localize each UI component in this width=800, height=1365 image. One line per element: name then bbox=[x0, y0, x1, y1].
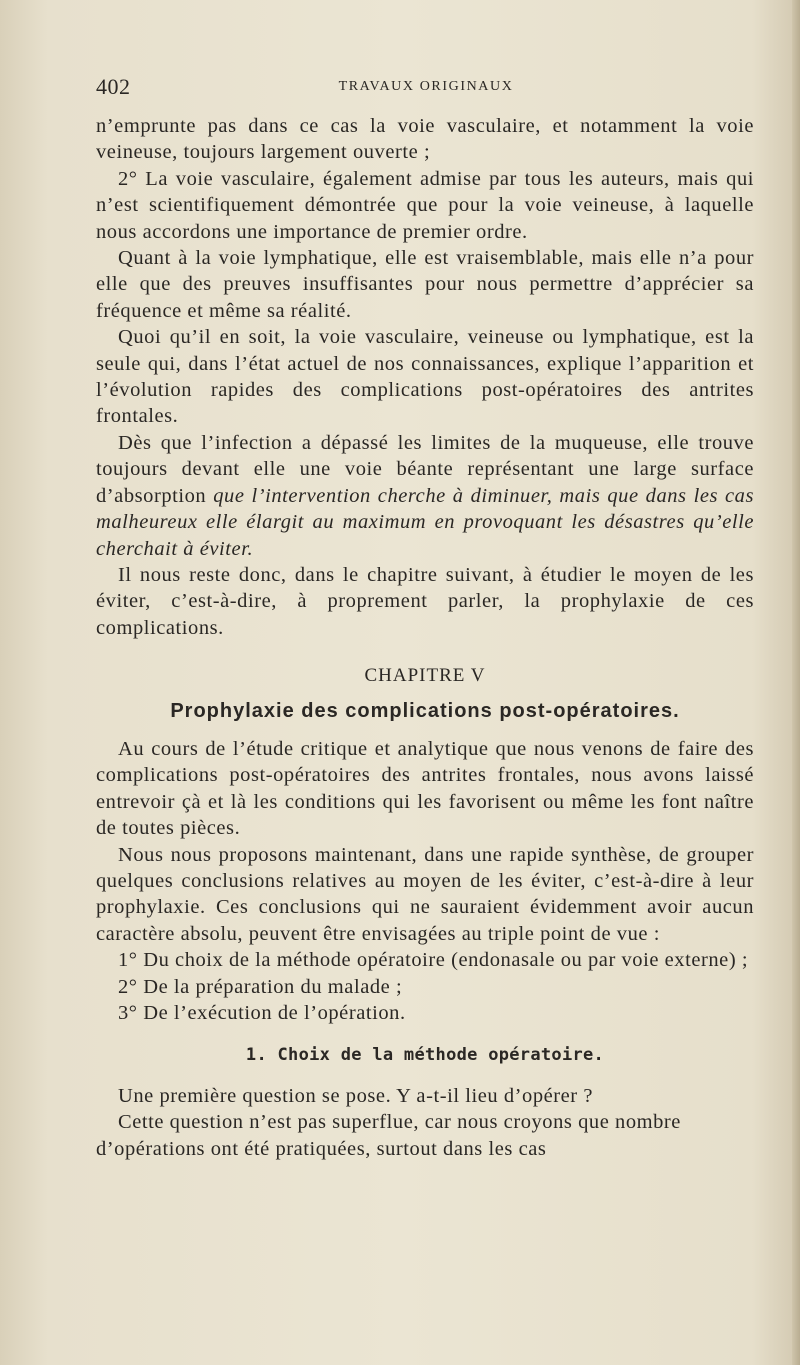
running-title: TRAVAUX ORIGINAUX bbox=[338, 79, 514, 94]
main-text bbox=[96, 113, 754, 1162]
paragraph-text: Dès que l’infection a dépassé les limites de la muqueuse, elle trouve toujours devant elle une voie béante représentant une large surface d’absorption bbox=[96, 431, 754, 507]
paragraph: Il nous reste donc, dans le chapitre suivant, à étudier le moyen de les éviter, c’est-à-dire, à proprement parler, la prophylaxie de ces complications. bbox=[96, 563, 754, 639]
page-number: 402 bbox=[96, 74, 131, 99]
chapter-label: CHAPITRE V bbox=[364, 665, 486, 687]
paragraph: Cette question n’est pas superflue, car nous croyons que nombre d’opérations ont été pratiquées, surtout dans les cas bbox=[96, 1111, 681, 1160]
paragraph: Une première question se pose. Y a-t-il lieu d’opérer ? bbox=[118, 1084, 594, 1107]
paragraph: n’emprunte pas dans ce cas la voie vasculaire, et notamment la voie veineuse, toujours largement ouverte ; bbox=[96, 115, 754, 164]
italic-text: que l’intervention cherche à diminuer, mais que dans les cas malheureux elle élargit au maximum en provoquant les désastres qu’elle cherchait à éviter. bbox=[96, 484, 754, 560]
paragraph bbox=[96, 430, 754, 562]
list-item: 3° De l’exécution de l’opération. bbox=[118, 1002, 406, 1024]
paragraph: Quant à la voie lymphatique, elle est vraisemblable, mais elle n’a pour elle que des preuves insuffisantes pour nous permettre d’apprécier sa fréquence et même sa réalité. bbox=[96, 247, 754, 322]
running-head bbox=[96, 74, 756, 100]
paragraph: Au cours de l’étude critique et analytique que nous venons de faire des complications post-opératoires des antrites frontales, nous avons laissé entrevoir çà et là les conditions qui les favorisent ou même les font naître de toutes pièces. bbox=[96, 737, 754, 840]
paragraph: Quoi qu’il en soit, la voie vasculaire, veineuse ou lymphatique, est la seule qui, dans l’état actuel de nos connaissances, explique l’apparition et l’évolution rapides des complications post-opératoires des antrites frontales. bbox=[96, 326, 754, 428]
list-item: 1° Du choix de la méthode opératoire (endonasale ou par voie externe) ; bbox=[118, 949, 749, 972]
chapter-title: Prophylaxie des complications post-opératoires. bbox=[170, 699, 680, 722]
section-title: 1. Choix de la méthode opératoire. bbox=[245, 1045, 605, 1066]
page-edge bbox=[792, 0, 800, 1365]
paragraph: 2° La voie vasculaire, également admise par tous les auteurs, mais qui n’est scientifiquement démontrée que pour la voie veineuse, à laquelle nous accordons une importance de premier ordre. bbox=[96, 167, 754, 243]
paragraph: Nous nous proposons maintenant, dans une rapide synthèse, de grouper quelques conclusions relatives au moyen de les éviter, c’est-à-dire à leur prophylaxie. Ces conclusions qui ne sauraient évidemment avoir aucun caractère absolu, peuvent être envisagées au triple point de vue : bbox=[96, 843, 754, 945]
list-item: 2° De la préparation du malade ; bbox=[118, 975, 403, 998]
